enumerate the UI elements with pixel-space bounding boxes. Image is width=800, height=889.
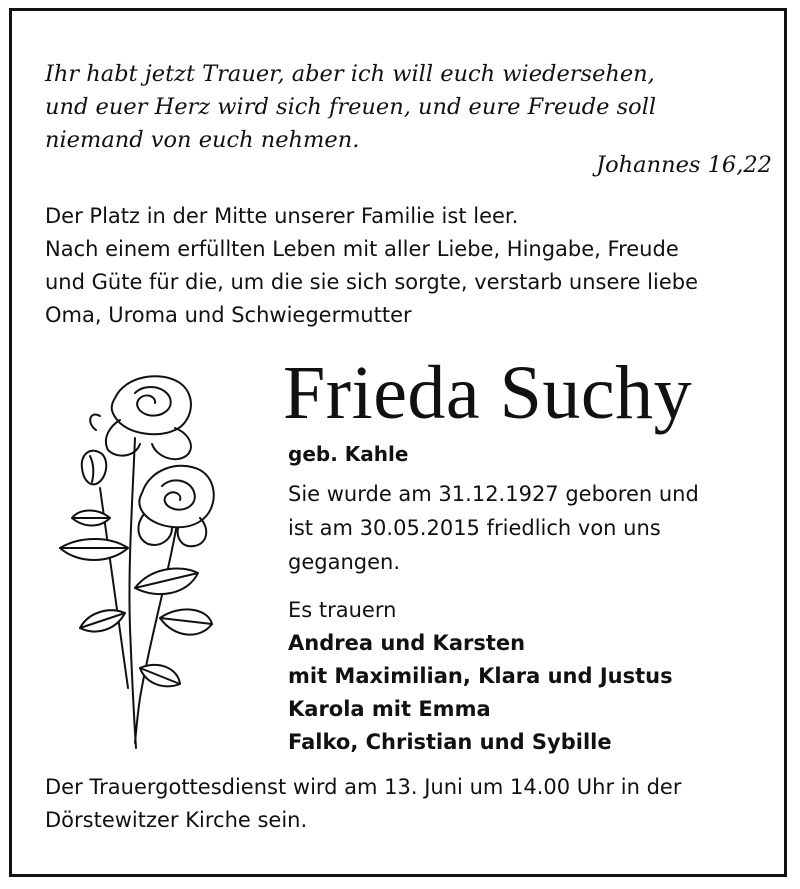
- deceased-name: Frieda Suchy: [283, 351, 693, 435]
- dates-line: ist am 30.05.2015 friedlich von uns: [288, 516, 661, 540]
- mourner-name: Andrea und Karsten: [288, 631, 526, 655]
- mourner-name: mit Maximilian, Klara und Justus: [288, 664, 673, 688]
- mourner-name: Karola mit Emma: [288, 697, 491, 721]
- quote-line: niemand von euch nehmen.: [45, 127, 360, 153]
- mourner-name: Falko, Christian und Sybille: [288, 730, 612, 754]
- service-line: Der Trauergottesdienst wird am 13. Juni um 14.00 Uhr in der: [45, 775, 682, 799]
- intro-line: Der Platz in der Mitte unserer Familie ist leer.: [45, 204, 519, 228]
- mourners-heading: Es trauern: [288, 598, 397, 622]
- quote-reference: Johannes 16,22: [596, 152, 772, 178]
- service-line: Dörstewitzer Kirche sein.: [45, 808, 308, 832]
- dates-line: Sie wurde am 31.12.1927 geboren und: [288, 482, 699, 506]
- roses-illustration: [40, 368, 240, 753]
- service-notice: [45, 771, 682, 837]
- intro-line: und Güte für die, um die sie sich sorgte, verstarb unsere liebe: [45, 270, 698, 294]
- life-dates: [288, 477, 699, 579]
- birth-name: geb. Kahle: [288, 442, 409, 466]
- intro-line: Nach einem erfüllten Leben mit aller Liebe, Hingabe, Freude: [45, 237, 679, 261]
- quote-line: Ihr habt jetzt Trauer, aber ich will euch wiedersehen,: [45, 61, 655, 87]
- bible-quote: [45, 58, 765, 157]
- quote-line: und euer Herz wird sich freuen, und eure Freude soll: [45, 94, 657, 120]
- dates-line: gegangen.: [288, 550, 400, 574]
- intro-text: [45, 200, 785, 332]
- intro-line: Oma, Uroma und Schwiegermutter: [45, 303, 412, 327]
- mourners-block: [288, 594, 673, 759]
